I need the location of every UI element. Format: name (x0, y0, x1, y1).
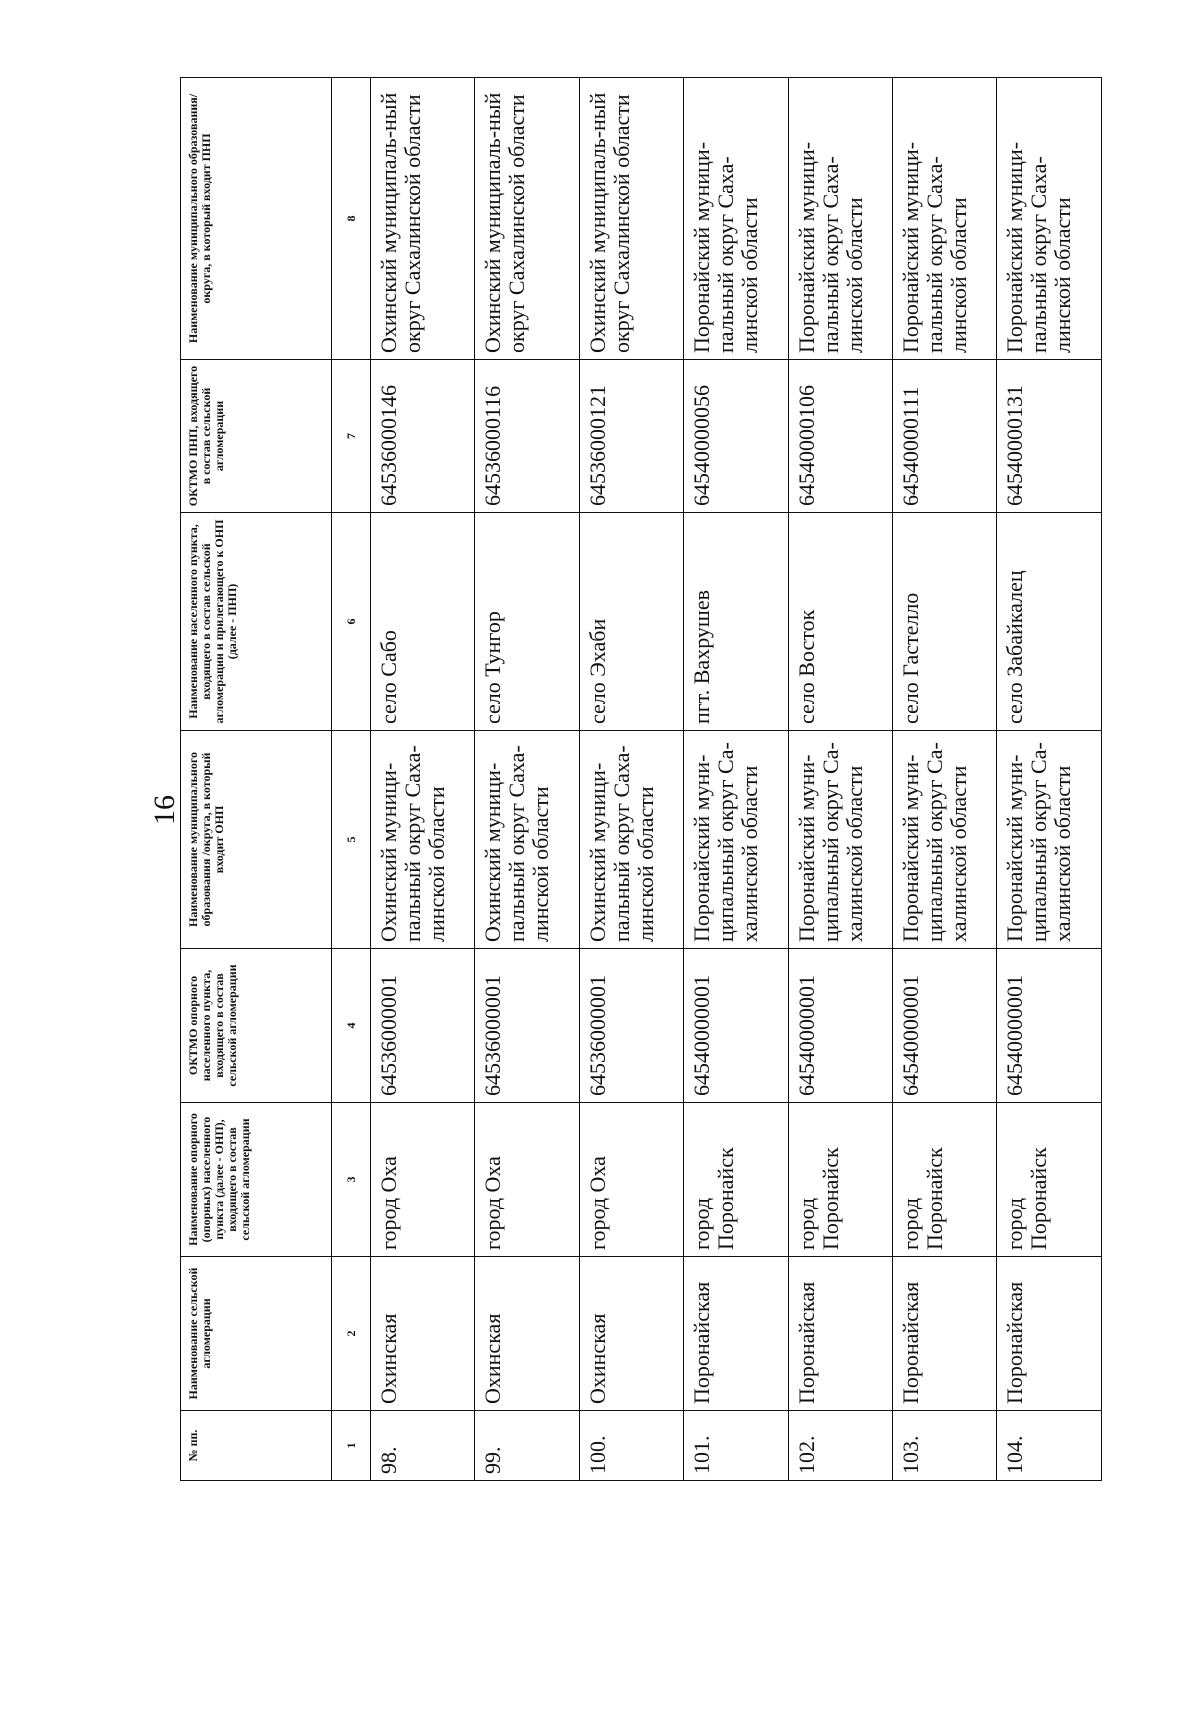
onp-municipality: Поронайский муни-ципальный округ Са-халинской области (788, 731, 892, 949)
pnp-oktmo: 64540000111 (893, 360, 997, 513)
pnp-oktmo: 64540000131 (997, 360, 1102, 513)
onp-municipality: Поронайский муни-ципальный округ Са-халинской области (893, 731, 997, 949)
table-row (370, 78, 474, 1481)
agglomeration-name: Охинская (475, 1257, 579, 1411)
header-cell-onp-municipality: Наименование муниципального образования /округа, в который входит ОНП (181, 731, 332, 949)
table-container (180, 78, 1102, 1481)
onp-name: город Поронайск (997, 1103, 1102, 1257)
onp-name: город Поронайск (893, 1103, 997, 1257)
onp-name: город Оха (579, 1103, 683, 1257)
row-number: 98. (370, 1411, 474, 1481)
header-cell-pnp-oktmo: ОКТМО ПНП, входящего в состав сельской агломерации (181, 360, 332, 513)
table-row (475, 78, 579, 1481)
onp-oktmo: 64540000001 (788, 949, 892, 1103)
column-number: 2 (332, 1257, 371, 1411)
pnp-municipality: Поронайский муници-пальный округ Саха-линской области (684, 78, 788, 360)
agglomeration-name: Охинская (579, 1257, 683, 1411)
onp-name: город Поронайск (788, 1103, 892, 1257)
table-row (997, 78, 1102, 1481)
onp-municipality: Охинский муници-пальный округ Саха-линской области (579, 731, 683, 949)
pnp-name: село Сабо (370, 513, 474, 731)
row-number: 103. (893, 1411, 997, 1481)
page-number: 16 (148, 795, 181, 825)
onp-name: город Оха (475, 1103, 579, 1257)
column-number: 4 (332, 949, 371, 1103)
column-number: 3 (332, 1103, 371, 1257)
header-cell-number: № пп. (181, 1411, 332, 1481)
table-row (893, 78, 997, 1481)
pnp-name: село Забайкалец (997, 513, 1102, 731)
rotated-table-sheet (180, 78, 1102, 1481)
column-number: 1 (332, 1411, 371, 1481)
pnp-name: село Тунгор (475, 513, 579, 731)
column-number: 5 (332, 731, 371, 949)
pnp-municipality: Поронайский муници-пальный округ Саха-линской области (788, 78, 892, 360)
table-row (579, 78, 683, 1481)
pnp-oktmo: 64536000121 (579, 360, 683, 513)
table-row (788, 78, 892, 1481)
header-cell-onp-oktmo: ОКТМО опорного населенного пункта, входящего в состав сельской агломерации (181, 949, 332, 1103)
pnp-municipality: Поронайский муници-пальный округ Саха-линской области (997, 78, 1102, 360)
agglomeration-name: Поронайская (684, 1257, 788, 1411)
column-number-row (332, 78, 371, 1481)
header-cell-agglomeration: Наименование сельской агломерации (181, 1257, 332, 1411)
column-number: 7 (332, 360, 371, 513)
pnp-name: село Гастелло (893, 513, 997, 731)
header-cell-onp-name: Наименование опорного (опорных) населенного пункта (далее - ОНП), входящего в состав сельской агломерации (181, 1103, 332, 1257)
agglomeration-name: Поронайская (788, 1257, 892, 1411)
onp-oktmo: 64536000001 (579, 949, 683, 1103)
row-number: 101. (684, 1411, 788, 1481)
header-cell-pnp-municipality: Наименование муниципального образования/округа, в который входит ПНП (181, 78, 332, 360)
pnp-name: село Эхаби (579, 513, 683, 731)
pnp-oktmo: 64536000146 (370, 360, 474, 513)
pnp-municipality: Охинский муниципаль-ный округ Сахалинской области (579, 78, 683, 360)
agglomeration-name: Охинская (370, 1257, 474, 1411)
onp-oktmo: 64540000001 (997, 949, 1102, 1103)
header-row (181, 78, 332, 1481)
column-number: 8 (332, 78, 371, 360)
onp-oktmo: 64536000001 (475, 949, 579, 1103)
settlements-table (180, 77, 1102, 1481)
pnp-municipality: Охинский муниципаль-ный округ Сахалинской области (475, 78, 579, 360)
onp-name: город Поронайск (684, 1103, 788, 1257)
onp-oktmo: 64540000001 (893, 949, 997, 1103)
column-number: 6 (332, 513, 371, 731)
row-number: 100. (579, 1411, 683, 1481)
onp-oktmo: 64540000001 (684, 949, 788, 1103)
row-number: 99. (475, 1411, 579, 1481)
agglomeration-name: Поронайская (893, 1257, 997, 1411)
row-number: 102. (788, 1411, 892, 1481)
pnp-oktmo: 64540000056 (684, 360, 788, 513)
onp-municipality: Поронайский муни-ципальный округ Са-халинской области (684, 731, 788, 949)
table-row (684, 78, 788, 1481)
pnp-name: село Восток (788, 513, 892, 731)
row-number: 104. (997, 1411, 1102, 1481)
onp-municipality: Охинский муници-пальный округ Саха-линской области (370, 731, 474, 949)
pnp-oktmo: 64536000116 (475, 360, 579, 513)
header-cell-pnp-name: Наименование населенного пункта, входящего в состав сельской агломерации и прилегающего к ОНП (далее - ПНП) (181, 513, 332, 731)
pnp-municipality: Охинский муниципаль-ный округ Сахалинской области (370, 78, 474, 360)
onp-municipality: Охинский муници-пальный округ Саха-линской области (475, 731, 579, 949)
agglomeration-name: Поронайская (997, 1257, 1102, 1411)
onp-municipality: Поронайский муни-ципальный округ Са-халинской области (997, 731, 1102, 949)
pnp-oktmo: 64540000106 (788, 360, 892, 513)
pnp-municipality: Поронайский муници-пальный округ Саха-линской области (893, 78, 997, 360)
onp-name: город Оха (370, 1103, 474, 1257)
pnp-name: пгт. Вахрушев (684, 513, 788, 731)
onp-oktmo: 64536000001 (370, 949, 474, 1103)
